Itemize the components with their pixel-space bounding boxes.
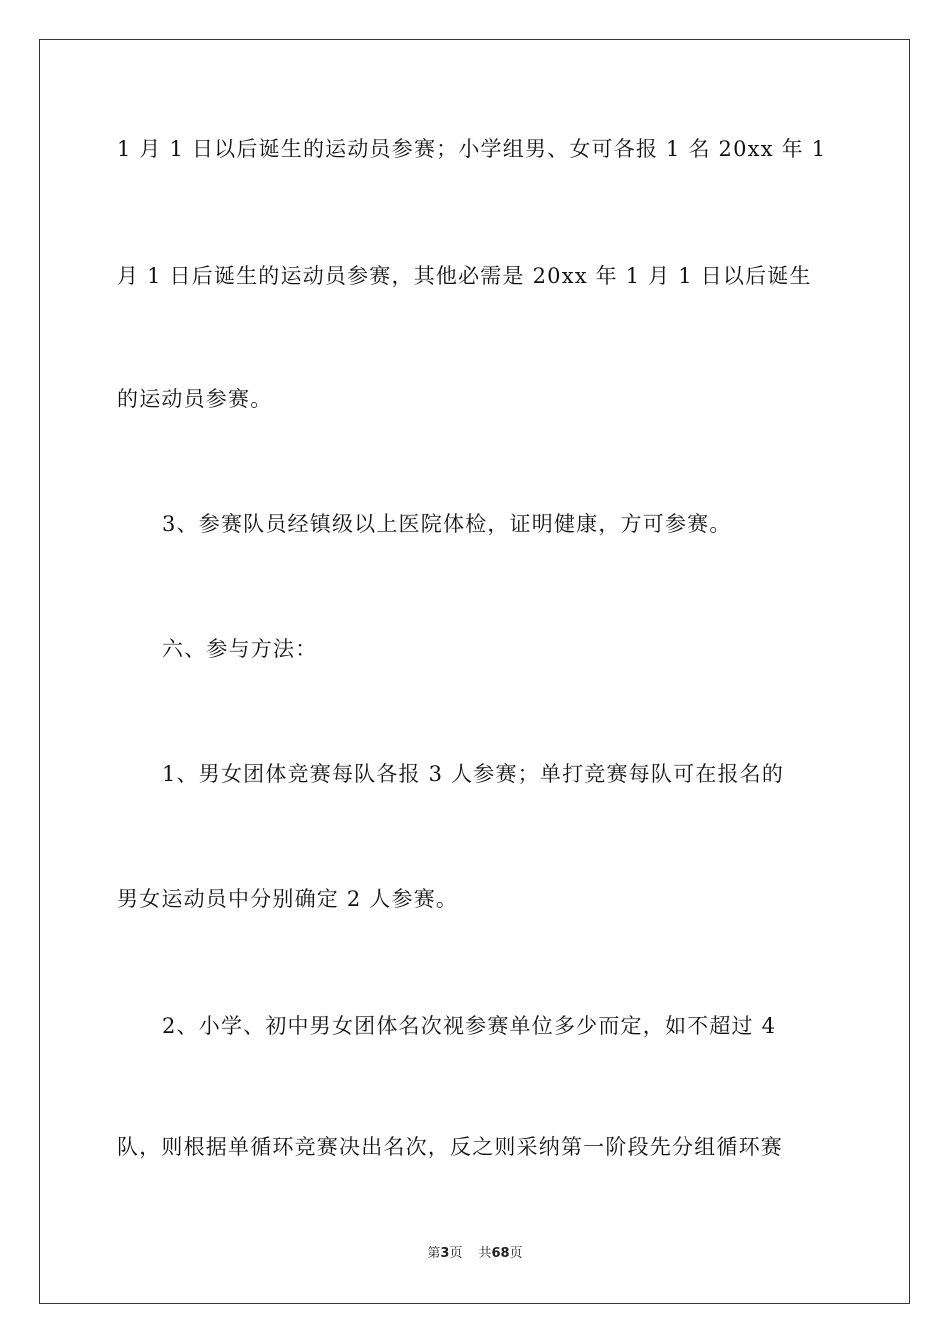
paragraph-line: 2、小学、初中男女团体名次视参赛单位多少而定，如不超过 4 (162, 1014, 777, 1038)
page-suffix: 页 (449, 1246, 463, 1261)
paragraph-line: 月 1 日后诞生的运动员参赛，其他必需是 20xx 年 1 月 1 日以后诞生 (117, 264, 812, 288)
page-prefix: 第 (427, 1246, 441, 1261)
page-border (39, 39, 910, 1304)
paragraph-line: 队，则根据单循环竞赛决出名次，反之则采纳第一阶段先分组循环赛 (117, 1135, 783, 1159)
current-page-number: 3 (440, 1246, 450, 1261)
total-suffix: 页 (509, 1246, 523, 1261)
paragraph-line: 男女运动员中分别确定 2 人参赛。 (117, 887, 459, 911)
paragraph-line: 1 月 1 日以后诞生的运动员参赛；小学组男、女可各报 1 名 20xx 年 1 (117, 137, 827, 161)
paragraph-line: 1、男女团体竞赛每队各报 3 人参赛；单打竞赛每队可在报名的 (162, 762, 785, 786)
section-heading: 六、参与方法： (162, 637, 318, 661)
paragraph-line: 的运动员参赛。 (117, 387, 273, 411)
paragraph-line: 3、参赛队员经镇级以上医院体检，证明健康，方可参赛。 (162, 512, 732, 536)
total-prefix: 共 (478, 1246, 492, 1261)
page-footer (0, 1245, 950, 1263)
total-page-count: 68 (491, 1246, 510, 1261)
